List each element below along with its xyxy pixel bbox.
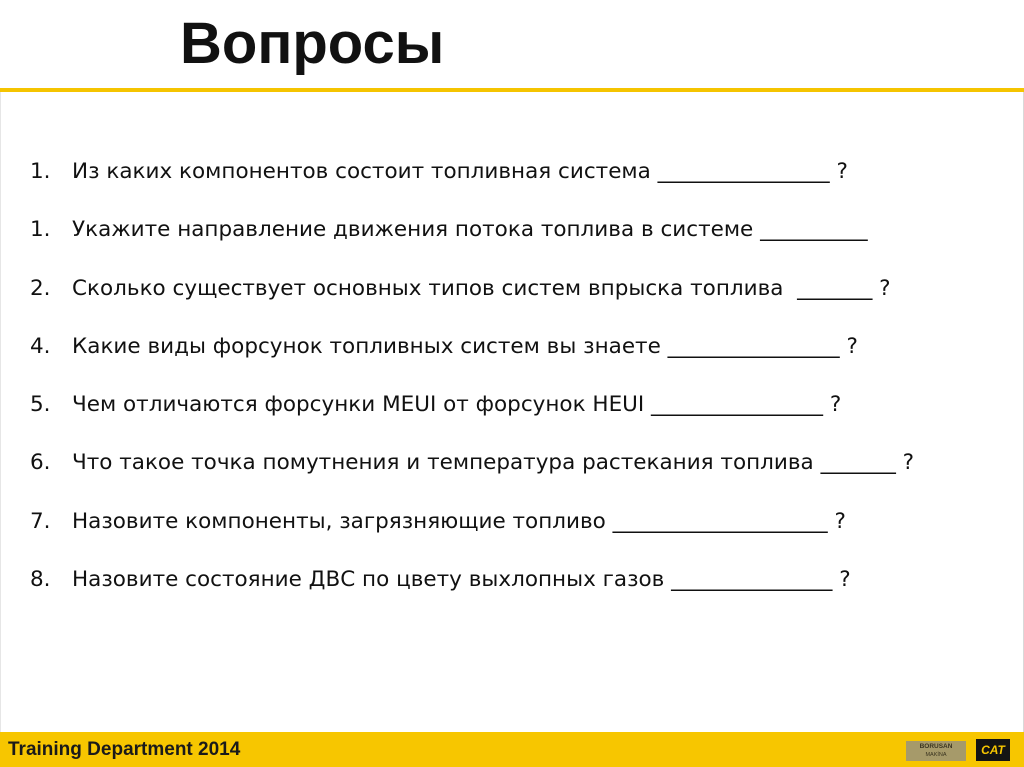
footer-bar bbox=[0, 732, 1024, 767]
question-number: 2. bbox=[30, 275, 51, 301]
question-item bbox=[30, 510, 914, 534]
question-list bbox=[30, 160, 914, 626]
footer-text: Training Department 2014 bbox=[8, 739, 241, 760]
question-item bbox=[30, 393, 914, 417]
question-number: 1. bbox=[30, 217, 51, 243]
question-text: Укажите направление движения потока топлива в системе __________ bbox=[72, 217, 868, 243]
question-text: Из каких компонентов состоит топливная система ________________ ? bbox=[72, 159, 848, 184]
question-number: 4. bbox=[30, 333, 51, 359]
question-text: Какие виды форсунок топливных систем вы знаете ________________ ? bbox=[72, 333, 858, 359]
borusan-logo: BORUSAN MAKİNA bbox=[906, 741, 966, 761]
question-item bbox=[30, 277, 914, 301]
question-text: Что такое точка помутнения и температура растекания топлива _______ ? bbox=[72, 450, 915, 476]
question-item bbox=[30, 160, 914, 184]
question-item bbox=[30, 335, 914, 359]
question-number: 7. bbox=[30, 508, 51, 534]
question-number: 5. bbox=[30, 392, 51, 418]
question-item bbox=[30, 218, 914, 242]
question-number: 1. bbox=[30, 159, 51, 184]
question-item bbox=[30, 568, 914, 592]
question-number: 6. bbox=[30, 450, 51, 476]
question-text: Назовите состояние ДВС по цвету выхлопных газов _______________ ? bbox=[72, 567, 851, 593]
question-text: Сколько существует основных типов систем впрыска топлива _______ ? bbox=[72, 275, 891, 301]
question-item bbox=[30, 451, 914, 475]
question-text: Чем отличаются форсунки MEUI от форсунок HEUI ________________ ? bbox=[72, 392, 842, 418]
question-text: Назовите компоненты, загрязняющие топливо ____________________ ? bbox=[72, 508, 846, 534]
question-number: 8. bbox=[30, 567, 51, 593]
slide-title: Вопросы bbox=[180, 11, 445, 76]
cat-logo: CAT bbox=[976, 739, 1010, 761]
